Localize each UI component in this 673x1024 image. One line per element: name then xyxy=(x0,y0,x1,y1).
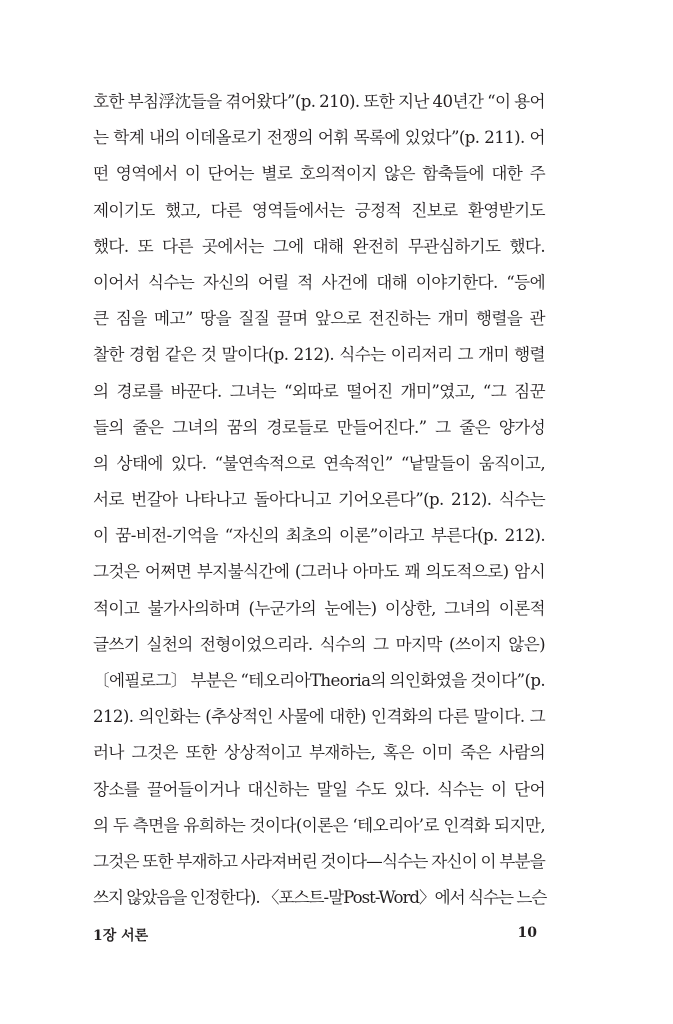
text-line: 러나 그것은 또한 상상적이고 부재하는, 혹은 이미 죽은 사람의 xyxy=(93,743,545,763)
text-line: 쓰지 않았음을 인정한다). 〈포스트-말Post-Word〉에서 식수는 느슨 xyxy=(93,888,547,908)
text-line: 그것은 어쩌면 부지불식간에 (그러나 아마도 꽤 의도적으로) 암시 xyxy=(93,562,545,582)
text-line: 의 두 측면을 유희하는 것이다(이론은 ‘테오리아’로 인격화 되지만, xyxy=(93,815,545,835)
text-line: 글쓰기 실천의 전형이었으리라. 식수의 그 마지막 (쓰이지 않은) xyxy=(93,634,545,654)
text-line: 제이기도 했고, 다른 영역들에서는 긍정적 진보로 환영받기도 xyxy=(93,200,545,220)
text-line: 212). 의인화는 (추상적인 사물에 대한) 인격화의 다른 말이다. 그 xyxy=(93,707,545,727)
text-line: 적이고 불가사의하며 (누군가의 눈에는) 이상한, 그녀의 이론적 xyxy=(93,598,545,618)
page-number: 10 xyxy=(517,925,537,941)
text-line: 서로 번갈아 나타나고 돌아다니고 기어오른다”(p. 212). 식수는 xyxy=(93,490,545,510)
text-line: 이 꿈-비전-기억을 “자신의 최초의 이론”이라고 부른다(p. 212). xyxy=(93,526,545,546)
text-line: 〔에필로그〕 부분은 “테오리아Theoria의 의인화였을 것이다”(p. xyxy=(93,671,546,690)
text-line: 이어서 식수는 자신의 어릴 적 사건에 대해 이야기한다. “등에 xyxy=(93,272,545,292)
running-head: 1장 서론 xyxy=(93,928,149,944)
text-line: 는 학계 내의 이데올로기 전쟁의 어휘 목록에 있었다”(p. 211). 어 xyxy=(93,128,545,148)
text-line: 떤 영역에서 이 단어는 별로 호의적이지 않은 함축들에 대한 주 xyxy=(93,164,545,184)
text-line: 했다. 또 다른 곳에서는 그에 대해 완전히 무관심하기도 했다. xyxy=(93,236,545,256)
text-line: 의 경로를 바꾼다. 그녀는 “외따로 떨어진 개미”였고, “그 짐꾼 xyxy=(93,381,545,401)
text-line: 큰 짐을 메고” 땅을 질질 끌며 앞으로 전진하는 개미 행렬을 관 xyxy=(93,309,545,329)
text-line: 그것은 또한 부재하고 사라져버린 것이다—식수는 자신이 이 부분을 xyxy=(93,851,545,871)
text-line: 의 상태에 있다. “불연속적으로 연속적인” “낱말들이 움직이고, xyxy=(93,453,545,473)
text-line: 호한 부침浮沈들을 겪어왔다”(p. 210). 또한 지난 40년간 “이 용어 xyxy=(93,92,545,111)
text-line: 장소를 끌어들이거나 대신하는 말일 수도 있다. 식수는 이 단어 xyxy=(93,779,545,799)
text-line: 찰한 경험 같은 것 말이다(p. 212). 식수는 이리저리 그 개미 행렬 xyxy=(93,345,545,365)
body-text xyxy=(93,84,545,916)
text-line: 들의 줄은 그녀의 꿈의 경로들로 만들어진다.” 그 줄은 양가성 xyxy=(93,417,545,437)
